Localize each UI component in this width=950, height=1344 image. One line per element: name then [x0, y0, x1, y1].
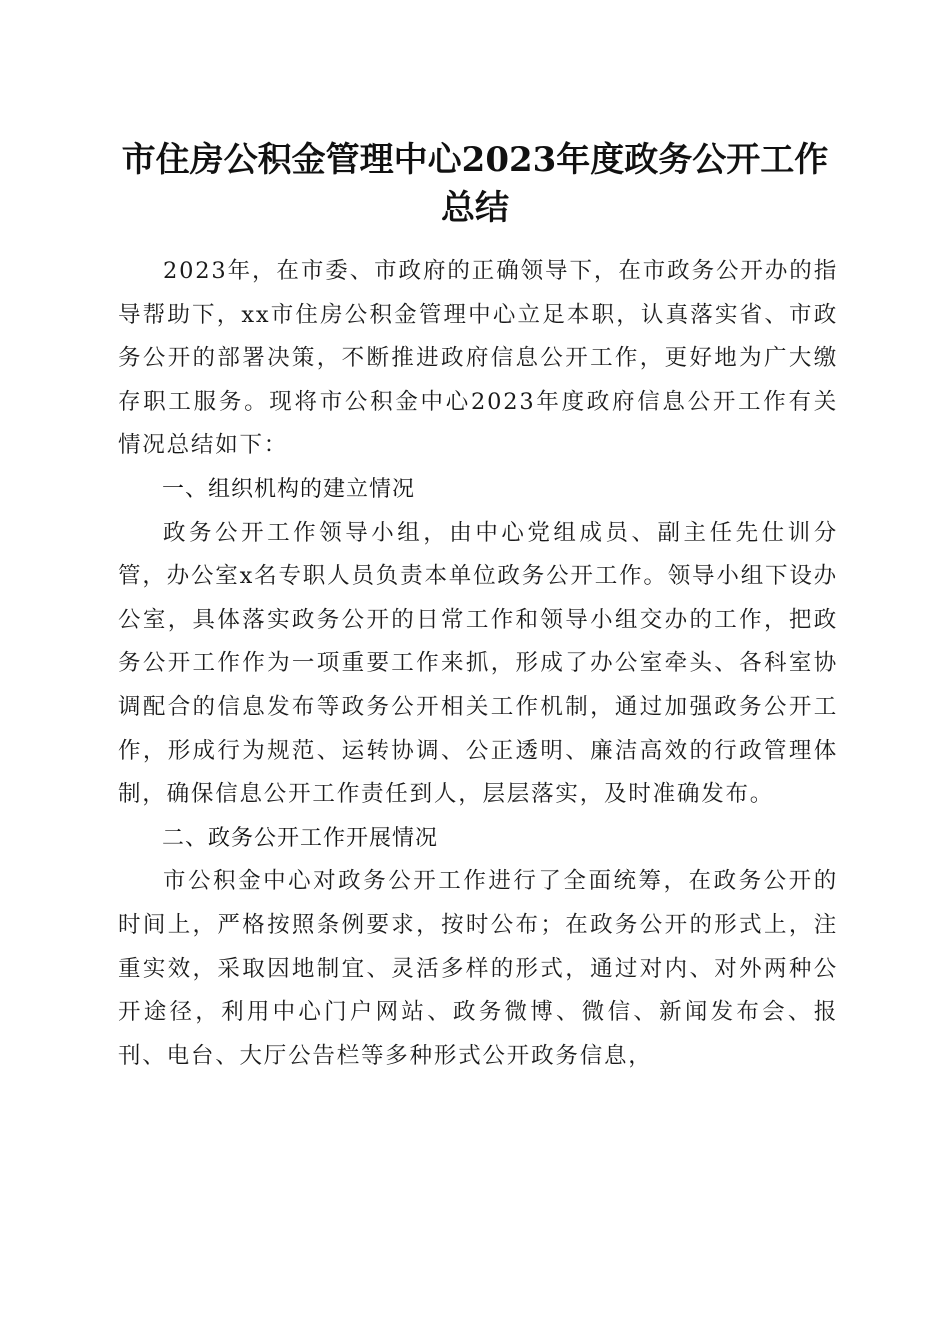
- document-title: 市住房公积金管理中心2023年度政务公开工作总结: [121, 140, 829, 228]
- section-paragraph-organization: 政务公开工作领导小组，由中心党组成员、副主任先仕训分管，办公室x名专职人员负责本单位政务公开工作。领导小组下设办公室，具体落实政务公开的日常工作和领导小组交办的工作，把政务公开工作作为一项重要工作来抓，形成了办公室牵头、各科室协调配合的信息发布等政务公开相关工作机制，通过加强政务公开工作，形成行为规范、运转协调、公正透明、廉洁高效的行政管理体制，确保信息公开工作责任到人，层层落实，及时准确发布。: [118, 519, 838, 808]
- section-heading-work-progress: 二、政务公开工作开展情况: [162, 825, 439, 851]
- section-paragraph-work-progress: 市公积金中心对政务公开工作进行了全面统筹，在政务公开的时间上，严格按照条例要求，按时公布；在政务公开的形式上，注重实效，采取因地制宜、灵活多样的形式，通过对内、对外两种公开途径，利用中心门户网站、政务微博、微信、新闻发布会、报刊、电台、大厅公告栏等多种形式公开政务信息，: [118, 868, 838, 1069]
- intro-paragraph: 2023年，在市委、市政府的正确领导下，在市政务公开办的指导帮助下，xx市住房公积金管理中心立足本职，认真落实省、市政务公开的部署决策，不断推进政府信息公开工作，更好地为广大缴存职工服务。现将市公积金中心2023年度政府信息公开工作有关情况总结如下：: [118, 258, 838, 459]
- document-body: [118, 250, 838, 1078]
- section-heading-organization: 一、组织机构的建立情况: [162, 476, 416, 502]
